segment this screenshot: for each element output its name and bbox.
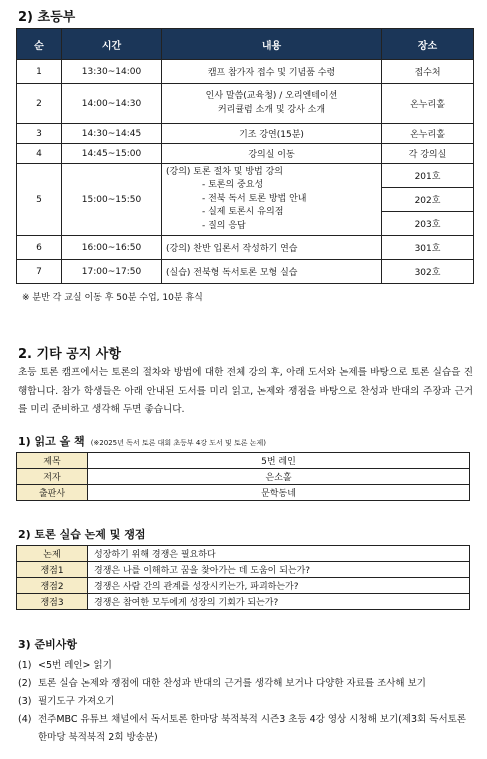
- row-place: 301호: [382, 236, 474, 260]
- table-row: [17, 485, 470, 501]
- row-place: 온누리홀: [382, 84, 474, 124]
- debate-value: 경쟁은 사람 간의 관계를 성장시키는가, 파괴하는가?: [88, 578, 470, 594]
- table-row: [17, 546, 470, 562]
- item-text: 토론 실습 논제와 쟁점에 대한 찬성과 반대의 근거를 생각해 보거나 다양한 자료를 조사해 보기: [38, 678, 426, 689]
- row-place: 302호: [382, 260, 474, 284]
- schedule-table: [16, 28, 474, 284]
- item-number: (3): [18, 696, 32, 707]
- row-place: 각 강의실: [382, 144, 474, 164]
- table-row: [17, 60, 474, 84]
- list-item: [18, 711, 478, 747]
- row-time: 17:00~17:50: [62, 260, 162, 284]
- row-content: [162, 164, 382, 236]
- row-content: 캠프 참가자 접수 및 기념품 수령: [162, 60, 382, 84]
- content-item: - 실제 토론시 유의점: [202, 207, 284, 218]
- table-row: [17, 124, 474, 144]
- row-no: 3: [17, 124, 62, 144]
- table-row: [17, 594, 470, 610]
- content-item: - 전북 독서 토론 방법 안내: [202, 193, 307, 204]
- content-item: - 질의 응답: [202, 220, 246, 231]
- table-row: [17, 144, 474, 164]
- item-text: 전주MBC 유튜브 채널에서 독서토론 한마당 북적북적 시즌3 초등 4강 영상 시청해 보기(제3회 독서토론 한마당 북적북적 2회 방송분): [38, 714, 466, 743]
- book-info-table: [16, 452, 470, 501]
- schedule-note: ※ 분반 각 교실 이동 후 50분 수업, 10분 휴식: [22, 293, 203, 303]
- debate-label: 논제: [17, 546, 88, 562]
- debate-label: 쟁점1: [17, 562, 88, 578]
- row-no: 7: [17, 260, 62, 284]
- list-item: [18, 675, 478, 693]
- table-row: [17, 453, 470, 469]
- item-text: 필기도구 가져오기: [38, 696, 115, 707]
- row-time: 13:30~14:00: [62, 60, 162, 84]
- debate-value: 경쟁은 나를 이해하고 꿈을 찾아가는 데 도움이 되는가?: [88, 562, 470, 578]
- debate-value: 경쟁은 참여한 모두에게 성장의 기회가 되는가?: [88, 594, 470, 610]
- book-value: 문학동네: [88, 485, 470, 501]
- book-label: 제목: [17, 453, 88, 469]
- header-time: 시간: [62, 29, 162, 60]
- row-no: 4: [17, 144, 62, 164]
- reading-section-title: [18, 433, 266, 449]
- notice-paragraph: 초등 토론 캠프에서는 토론의 절차와 방법에 대한 전체 강의 후, 아래 도서와 논제를 바탕으로 토론 실습을 진행합니다. 참가 학생들은 아래 안내된 도서를 미리 읽고, 논제와 쟁점을 바탕으로 찬성과 반대의 주장과 근거를 미리 준비하고 생각해 두면 좋습니다.: [18, 367, 473, 415]
- book-value: 5번 레인: [88, 453, 470, 469]
- row-no: 2: [17, 84, 62, 124]
- row-time: 14:00~14:30: [62, 84, 162, 124]
- notice-section-title: 2. 기타 공지 사항: [18, 347, 121, 362]
- table-row: [17, 164, 474, 188]
- header-place: 장소: [382, 29, 474, 60]
- row-place: 203호: [382, 212, 474, 236]
- row-content: (강의) 찬반 입론서 작성하기 연습: [162, 236, 382, 260]
- header-content: 내용: [162, 29, 382, 60]
- book-value: 은소홀: [88, 469, 470, 485]
- row-content: 강의실 이동: [162, 144, 382, 164]
- debate-value: 성장하기 위해 경쟁은 필요하다: [88, 546, 470, 562]
- row-time: 14:45~15:00: [62, 144, 162, 164]
- row-place: 온누리홀: [382, 124, 474, 144]
- debate-label: 쟁점2: [17, 578, 88, 594]
- row-place: 201호: [382, 164, 474, 188]
- schedule-section-title: 2) 초등부: [18, 10, 76, 25]
- table-row: [17, 562, 470, 578]
- row-place: 202호: [382, 188, 474, 212]
- row-time: 16:00~16:50: [62, 236, 162, 260]
- prep-list: [18, 657, 478, 747]
- content-head: (강의) 토론 절차 및 방법 강의: [166, 166, 283, 177]
- item-number: (2): [18, 678, 32, 689]
- row-place: 접수처: [382, 60, 474, 84]
- item-text: <5번 레인> 읽기: [38, 660, 112, 671]
- list-item: [18, 657, 478, 675]
- row-content: [162, 84, 382, 124]
- list-item: [18, 693, 478, 711]
- row-time: 14:30~14:45: [62, 124, 162, 144]
- content-item: - 토론의 중요성: [202, 180, 264, 191]
- item-number: (4): [18, 714, 32, 725]
- row-no: 6: [17, 236, 62, 260]
- reading-title: 1) 읽고 올 책: [18, 435, 85, 448]
- book-label: 저자: [17, 469, 88, 485]
- reading-subtitle: (※2025년 독서 토론 대회 초등부 4강 도서 및 토론 논제): [90, 439, 267, 447]
- row-time: 15:00~15:50: [62, 164, 162, 236]
- schedule-header-row: [17, 29, 474, 60]
- item-number: (1): [18, 660, 32, 671]
- table-row: [17, 84, 474, 124]
- row-no: 1: [17, 60, 62, 84]
- row-content: 기조 강연(15분): [162, 124, 382, 144]
- row-no: 5: [17, 164, 62, 236]
- content-line: 커리큘럼 소개 및 강사 소개: [217, 104, 326, 115]
- prep-section-title: 3) 준비사항: [18, 638, 78, 651]
- row-content: (실습) 전북형 독서토론 모형 실습: [162, 260, 382, 284]
- table-row: [17, 236, 474, 260]
- table-row: [17, 260, 474, 284]
- debate-label: 쟁점3: [17, 594, 88, 610]
- header-no: 순: [17, 29, 62, 60]
- debate-table: [16, 545, 470, 610]
- debate-section-title: 2) 토론 실습 논제 및 쟁점: [18, 528, 146, 541]
- book-label: 출판사: [17, 485, 88, 501]
- content-line: 인사 말씀(교육청) / 오리엔테이션: [205, 91, 338, 101]
- table-row: [17, 469, 470, 485]
- table-row: [17, 578, 470, 594]
